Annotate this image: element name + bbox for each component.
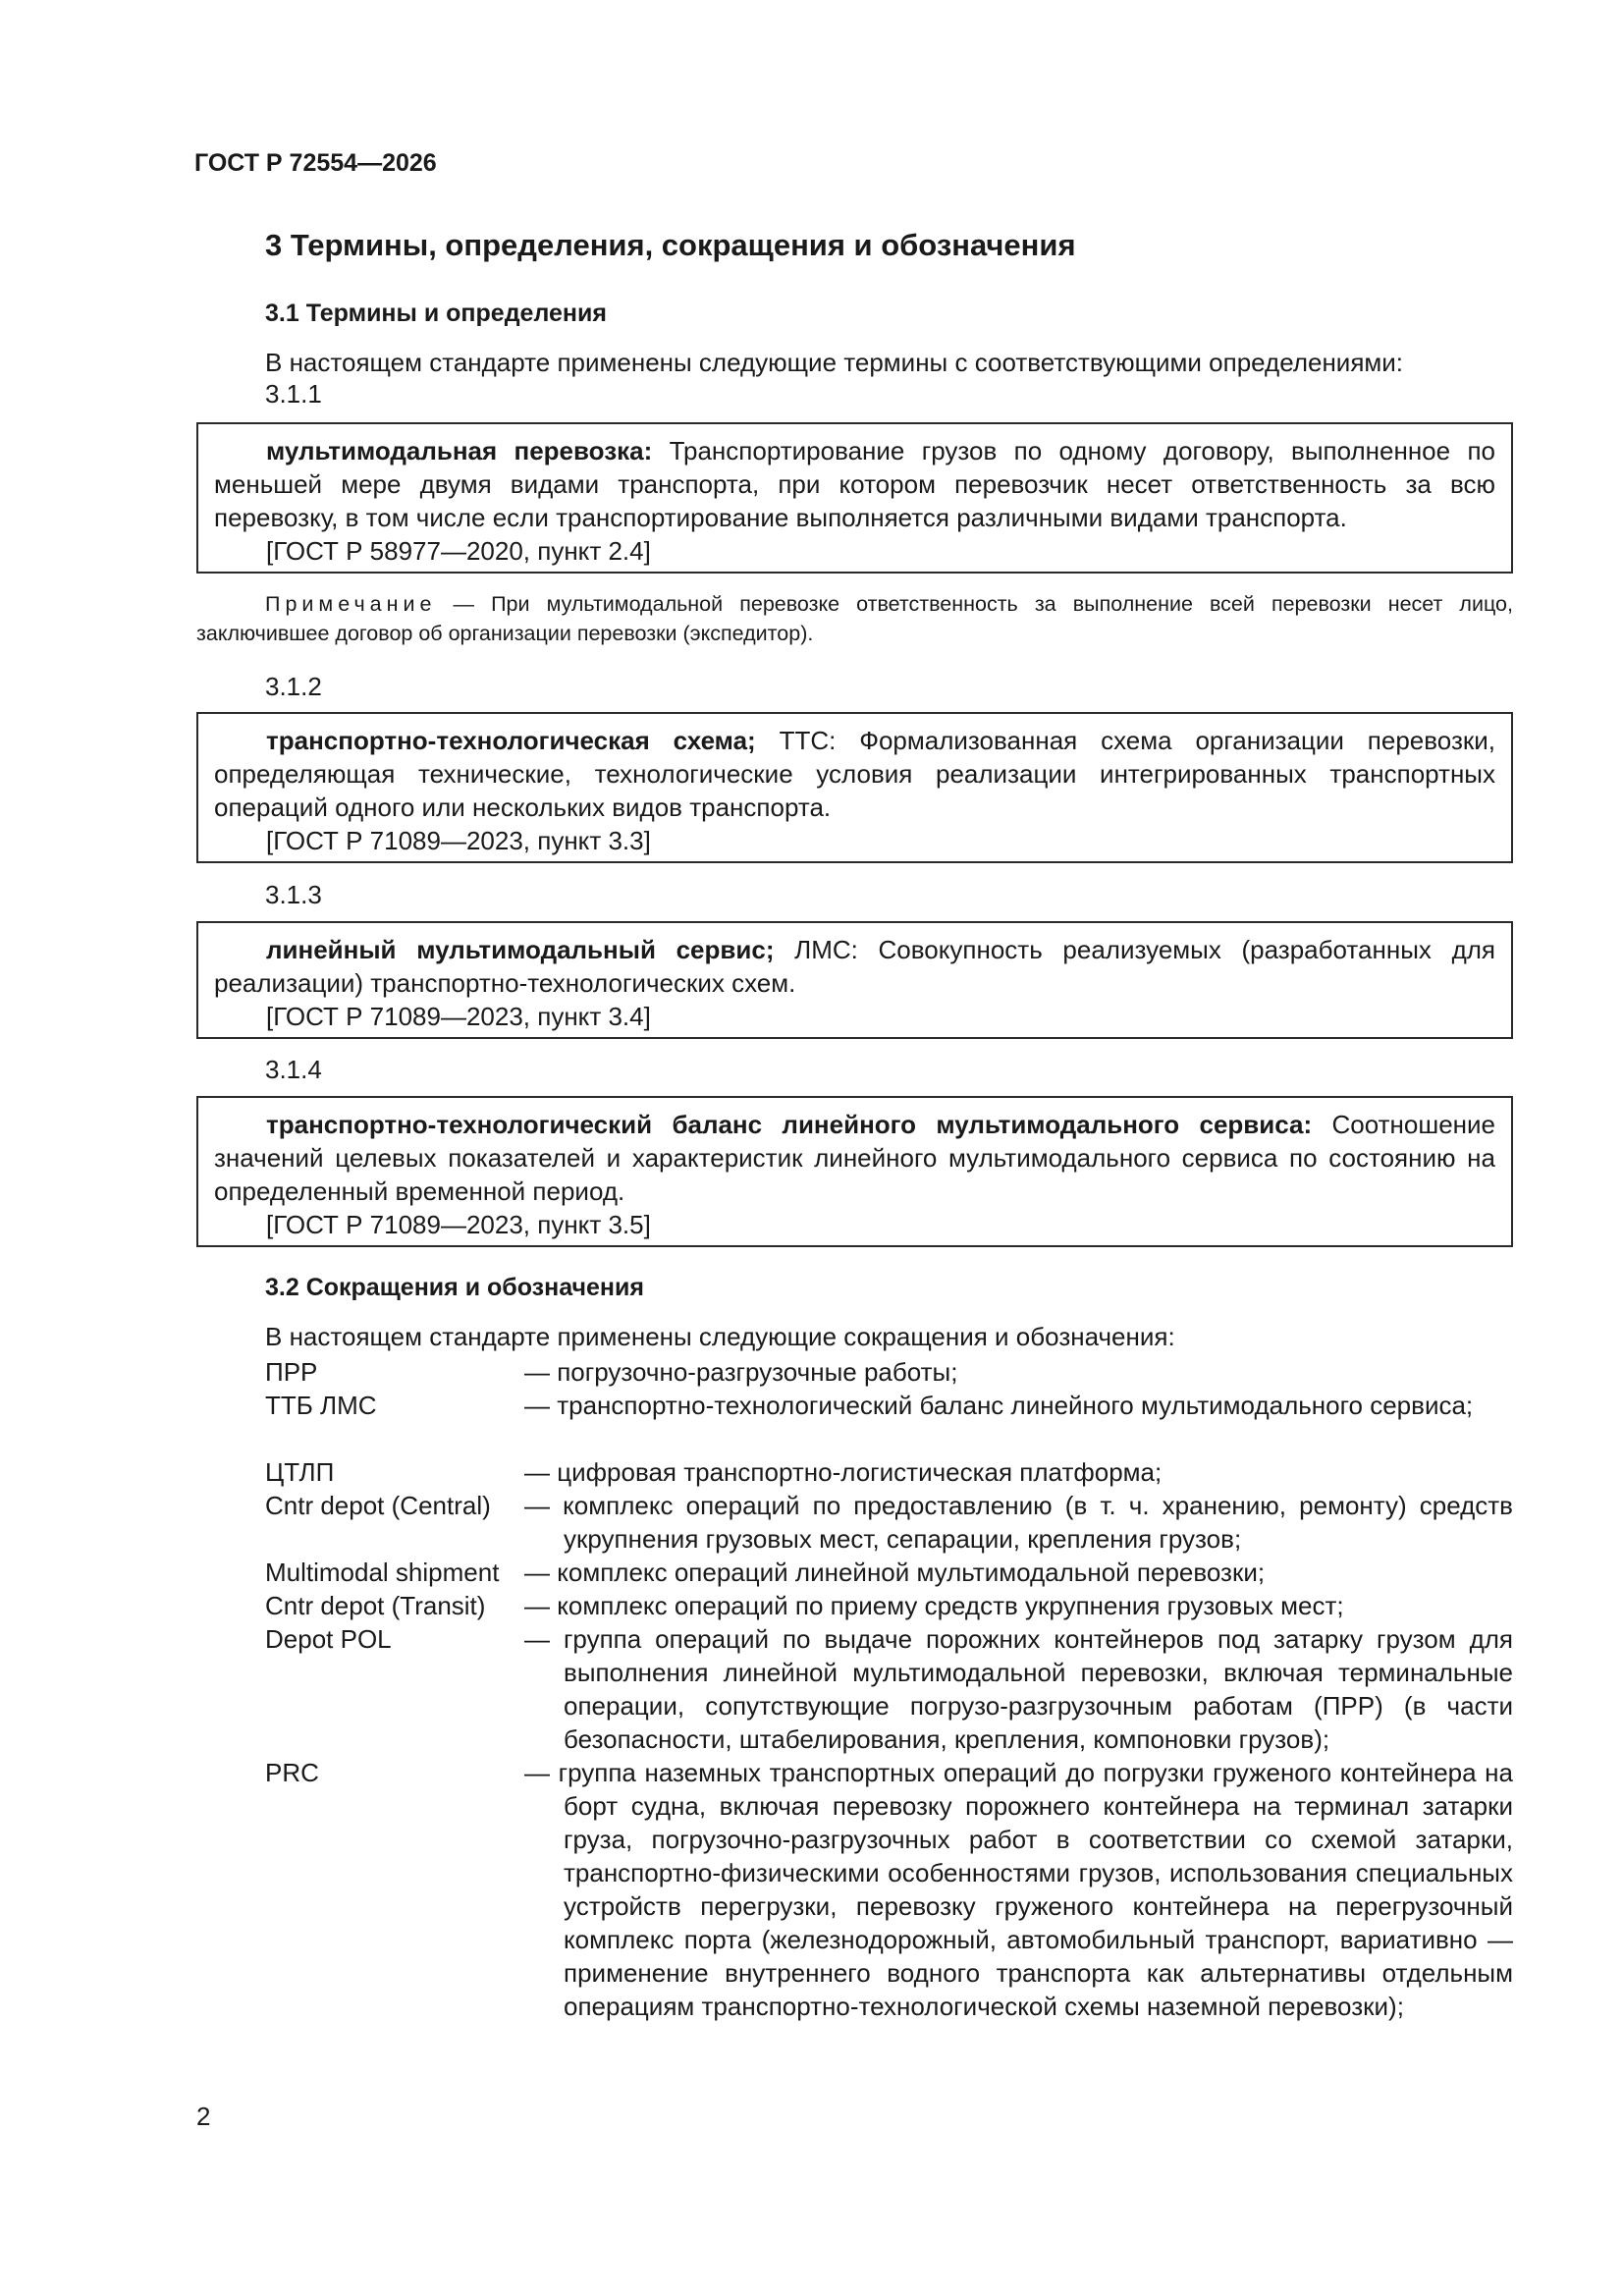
term-definition-box [196,422,1513,574]
abbreviation-term: Multimodal shipment [265,1558,500,1587]
term-source: [ГОСТ Р 71089—2023, пункт 3.3] [266,826,651,855]
abbreviations-heading: 3.2 Сокращения и обозначения [265,1274,644,1301]
term-name: линейный мультимодальный сервис; [266,935,775,964]
term-definition [214,1108,1495,1208]
term-definition-text: ТТС: Формализованная схема организации перевозки, определяющая технические, технологические условия реализации интегрированных транспортных операций одного или нескольких видов транспорта. [214,726,1496,822]
abbreviation-item [265,1355,1513,1389]
abbreviation-meaning: — группа операций по выдаче порожних контейнеров под затарку грузом для выполнения линейной мультимодальной перевозки, включая терминальные операции, сопутствующие погрузо-разгрузочным работам (ПРР) (в части безопасности, штабелирования, крепления, компоновки грузов); [524,1624,1513,1754]
abbreviation-item [265,1556,1513,1589]
term-number: 3.1.2 [265,672,322,701]
note-label: Примечание [265,592,437,616]
term-name: транспортно-технологическая схема; [266,726,756,755]
abbreviation-meaning: — комплекс операций по предоставлению (в т. ч. хранению, ремонту) средств укрупнения грузовых мест, сепарации, крепления грузов; [524,1491,1513,1554]
term-number: 3.1.4 [265,1055,322,1084]
term-name: транспортно-технологический баланс линейного мультимодального сервиса: [266,1110,1313,1139]
term-number: 3.1.1 [265,379,322,409]
abbreviation-item [265,1622,1513,1756]
abbreviation-item [265,1756,1513,2023]
term-definition-text: ЛМС: Совокупность реализуемых (разработанных для реализации) транспортно-технологических схем. [214,935,1495,998]
abbreviation-meaning: — комплекс операций линейной мультимодальной перевозки; [524,1558,1266,1587]
abbreviation-meaning: — цифровая транспортно-логистическая платформа; [524,1457,1163,1487]
term-definition-box [196,712,1513,863]
term-definition-text: Транспортирование грузов по одному договору, выполненное по меньшей мере двумя видами транспорта, при котором перевозчик несет ответственность за всю перевозку, в том числе если транспортирование выполняется различными видами транспорта. [214,436,1495,532]
abbreviation-meaning: — погрузочно-разгрузочные работы; [524,1357,958,1387]
abbreviation-term: ПРР [265,1357,318,1387]
abbreviation-meaning: — комплекс операций по приему средств укрупнения грузовых мест; [524,1591,1344,1620]
abbreviation-item [265,1389,1513,1422]
term-definition-box [196,921,1513,1039]
abbreviation-term: ЦТЛП [265,1457,335,1487]
abbreviation-term: PRC [265,1758,319,1787]
abbreviation-term: ТТБ ЛМС [265,1391,377,1420]
term-definition-text: Соотношение значений целевых показателей и характеристик линейного мультимодального сервиса по состоянию на определенный временной период. [214,1110,1495,1206]
term-source: [ГОСТ Р 71089—2023, пункт 3.4] [266,1002,651,1031]
term-name: мультимодальная перевозка: [266,436,653,465]
abbreviations-intro: В настоящем стандарте применены следующие сокращения и обозначения: [265,1322,1175,1351]
abbreviation-meaning: — транспортно-технологический баланс линейного мультимодального сервиса; [524,1391,1474,1420]
abbreviation-meaning: — группа наземных транспортных операций до погрузки груженого контейнера на борт судна, включая перевозку порожнего контейнера на терминал затарки груза, погрузочно-разгрузочных работ в соответствии со схемой затарки, транспортно-физическими особенностями грузов, использования специальных устройств перегрузки, перевозку груженого контейнера на перегрузочный комплекс порта (железнодорожный, автомобильный транспорт, вариативно — применение внутреннего водного транспорта как альтернативы отдельным операциям транспортно-технологической схемы наземной перевозки); [524,1758,1513,2021]
abbreviation-term: Cntr depot (Central) [265,1491,491,1520]
page-number: 2 [196,2102,211,2131]
abbreviation-term: Cntr depot (Transit) [265,1591,486,1620]
note [196,589,1513,648]
term-number: 3.1.3 [265,880,322,909]
terms-intro: В настоящем стандарте применены следующие термины с соответствующими определениями: [265,348,1404,377]
term-definition [214,933,1495,1000]
terms-heading: 3.1 Термины и определения [265,300,607,327]
term-definition [214,724,1495,824]
note-text: — При мультимодальной перевозке ответственность за выполнение всей перевозки несет лицо, заключившее договор об организации перевозки (экспедитор). [196,592,1513,645]
abbreviation-item [265,1589,1513,1622]
abbreviation-item [265,1489,1513,1556]
term-source: [ГОСТ Р 71089—2023, пункт 3.5] [266,1210,651,1239]
document-header-id: ГОСТ Р 72554—2026 [194,149,437,177]
section-title: 3 Термины, определения, сокращения и обозначения [265,228,1076,262]
term-definition [214,434,1495,534]
term-definition-box [196,1096,1513,1247]
term-source: [ГОСТ Р 58977—2020, пункт 2.4] [266,536,651,566]
abbreviation-term: Depot POL [265,1624,392,1654]
abbreviation-item [265,1455,1513,1489]
